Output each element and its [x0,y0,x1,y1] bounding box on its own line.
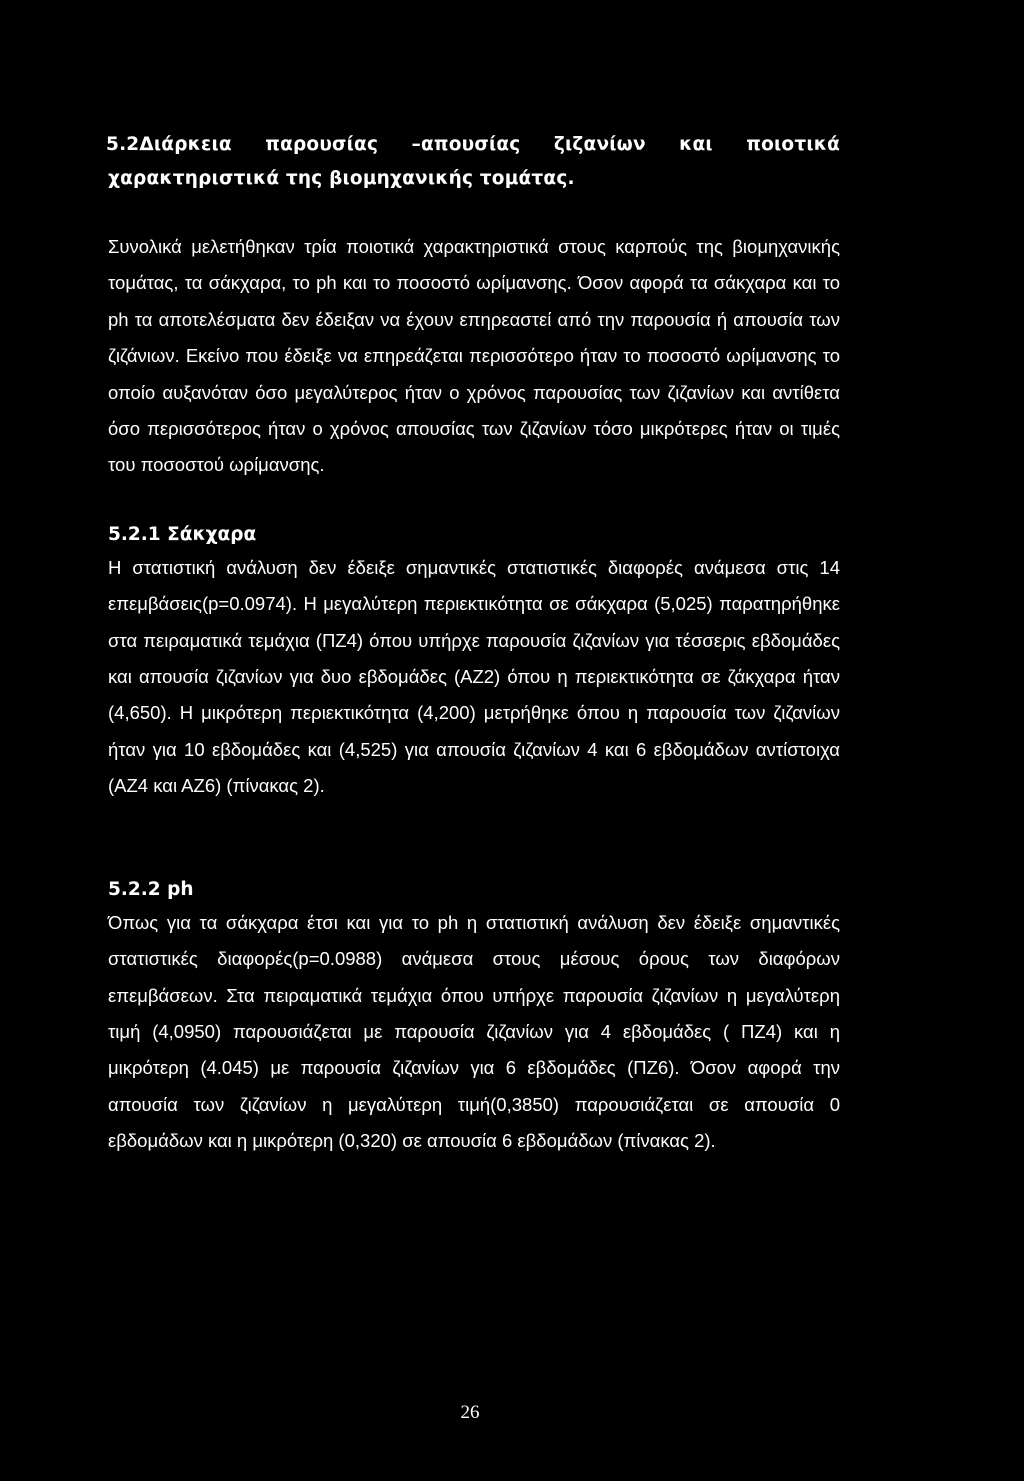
subsection-heading-sugars: 5.2.1 Σάκχαρα [108,523,257,545]
page-number: 26 [460,1402,480,1423]
page-content [108,128,840,1160]
section-title: Διάρκεια παρουσίας –απουσίας ζιζανίων και ποιοτικά χαρακτηριστικά της βιομηχανικής τομάτας. [108,134,840,189]
ph-paragraph: Όπως για τα σάκχαρα έτσι και για το ph η στατιστική ανάλυση δεν έδειξε σημαντικές στατιστικές διαφορές(p=0.0988) ανάμεσα στους μέσους όρους των διαφόρων επεμβάσεων. Στα πειραματικά τεμάχια όπου υπήρχε παρουσία ζιζανίων η μεγαλύτερη τιμή (4,0950) παρουσιάζεται με παρουσία ζιζανίων για 4 εβδομάδες ( ΠΖ4) και η μικρότερη (4.045) με παρουσία ζιζανίων για 6 εβδομάδες (ΠΖ6). Όσον αφορά την απουσία των ζιζανίων η μεγαλύτερη τιμή(0,3850) παρουσιάζεται σε απουσία 0 εβδομάδων και η μικρότερη (0,320) σε απουσία 6 εβδομάδων (πίνακας 2). [108,911,840,1152]
intro-paragraph: Συνολικά μελετήθηκαν τρία ποιοτικά χαρακτηριστικά στους καρπούς της βιομηχανικής τομάτας, τα σάκχαρα, το ph και το ποσοστό ωρίμανσης. Όσον αφορά τα σάκχαρα και το ph τα αποτελέσματα δεν έδειξαν να έχουν επηρεαστεί από την παρουσία ή απουσία των ζιζάνιων. Εκείνο που έδειξε να επηρεάζεται περισσότερο ήταν το ποσοστό ωρίμανσης το οποίο αυξανόταν όσο μεγαλύτερος ήταν ο χρόνος παρουσίας των ζιζανίων και αντίθετα όσο περισσότερος ήταν ο χρόνος απουσίας των ζιζανίων τόσο μικρότερες ήταν οι τιμές του ποσοστού ωρίμανσης. [108,236,840,476]
subsection-heading-ph: 5.2.2 ph [108,878,194,900]
section-heading [108,128,840,196]
section-number: 5.2 [106,134,140,155]
sugars-paragraph: Η στατιστική ανάλυση δεν έδειξε σημαντικές στατιστικές διαφορές ανάμεσα στις 14 επεμβάσεις(p=0.0974). Η μεγαλύτερη περιεκτικότητα σε σάκχαρα (5,025) παρατηρήθηκε στα πειραματικά τεμάχια (ΠΖ4) όπου υπήρχε παρουσία ζιζανίων για τέσσερις εβδομάδες και απουσία ζιζανίων για δυο εβδομάδες (ΑΖ2) όπου η περιεκτικότητα σε ζάκχαρα ήταν (4,650). Η μικρότερη περιεκτικότητα (4,200) μετρήθηκε όπου η παρουσία των ζιζανίων ήταν για 10 εβδομάδες και (4,525) για απουσία ζιζανίων 4 και 6 εβδομάδων αντίστοιχα (ΑΖ4 και ΑΖ6) (πίνακας 2). [108,556,840,797]
